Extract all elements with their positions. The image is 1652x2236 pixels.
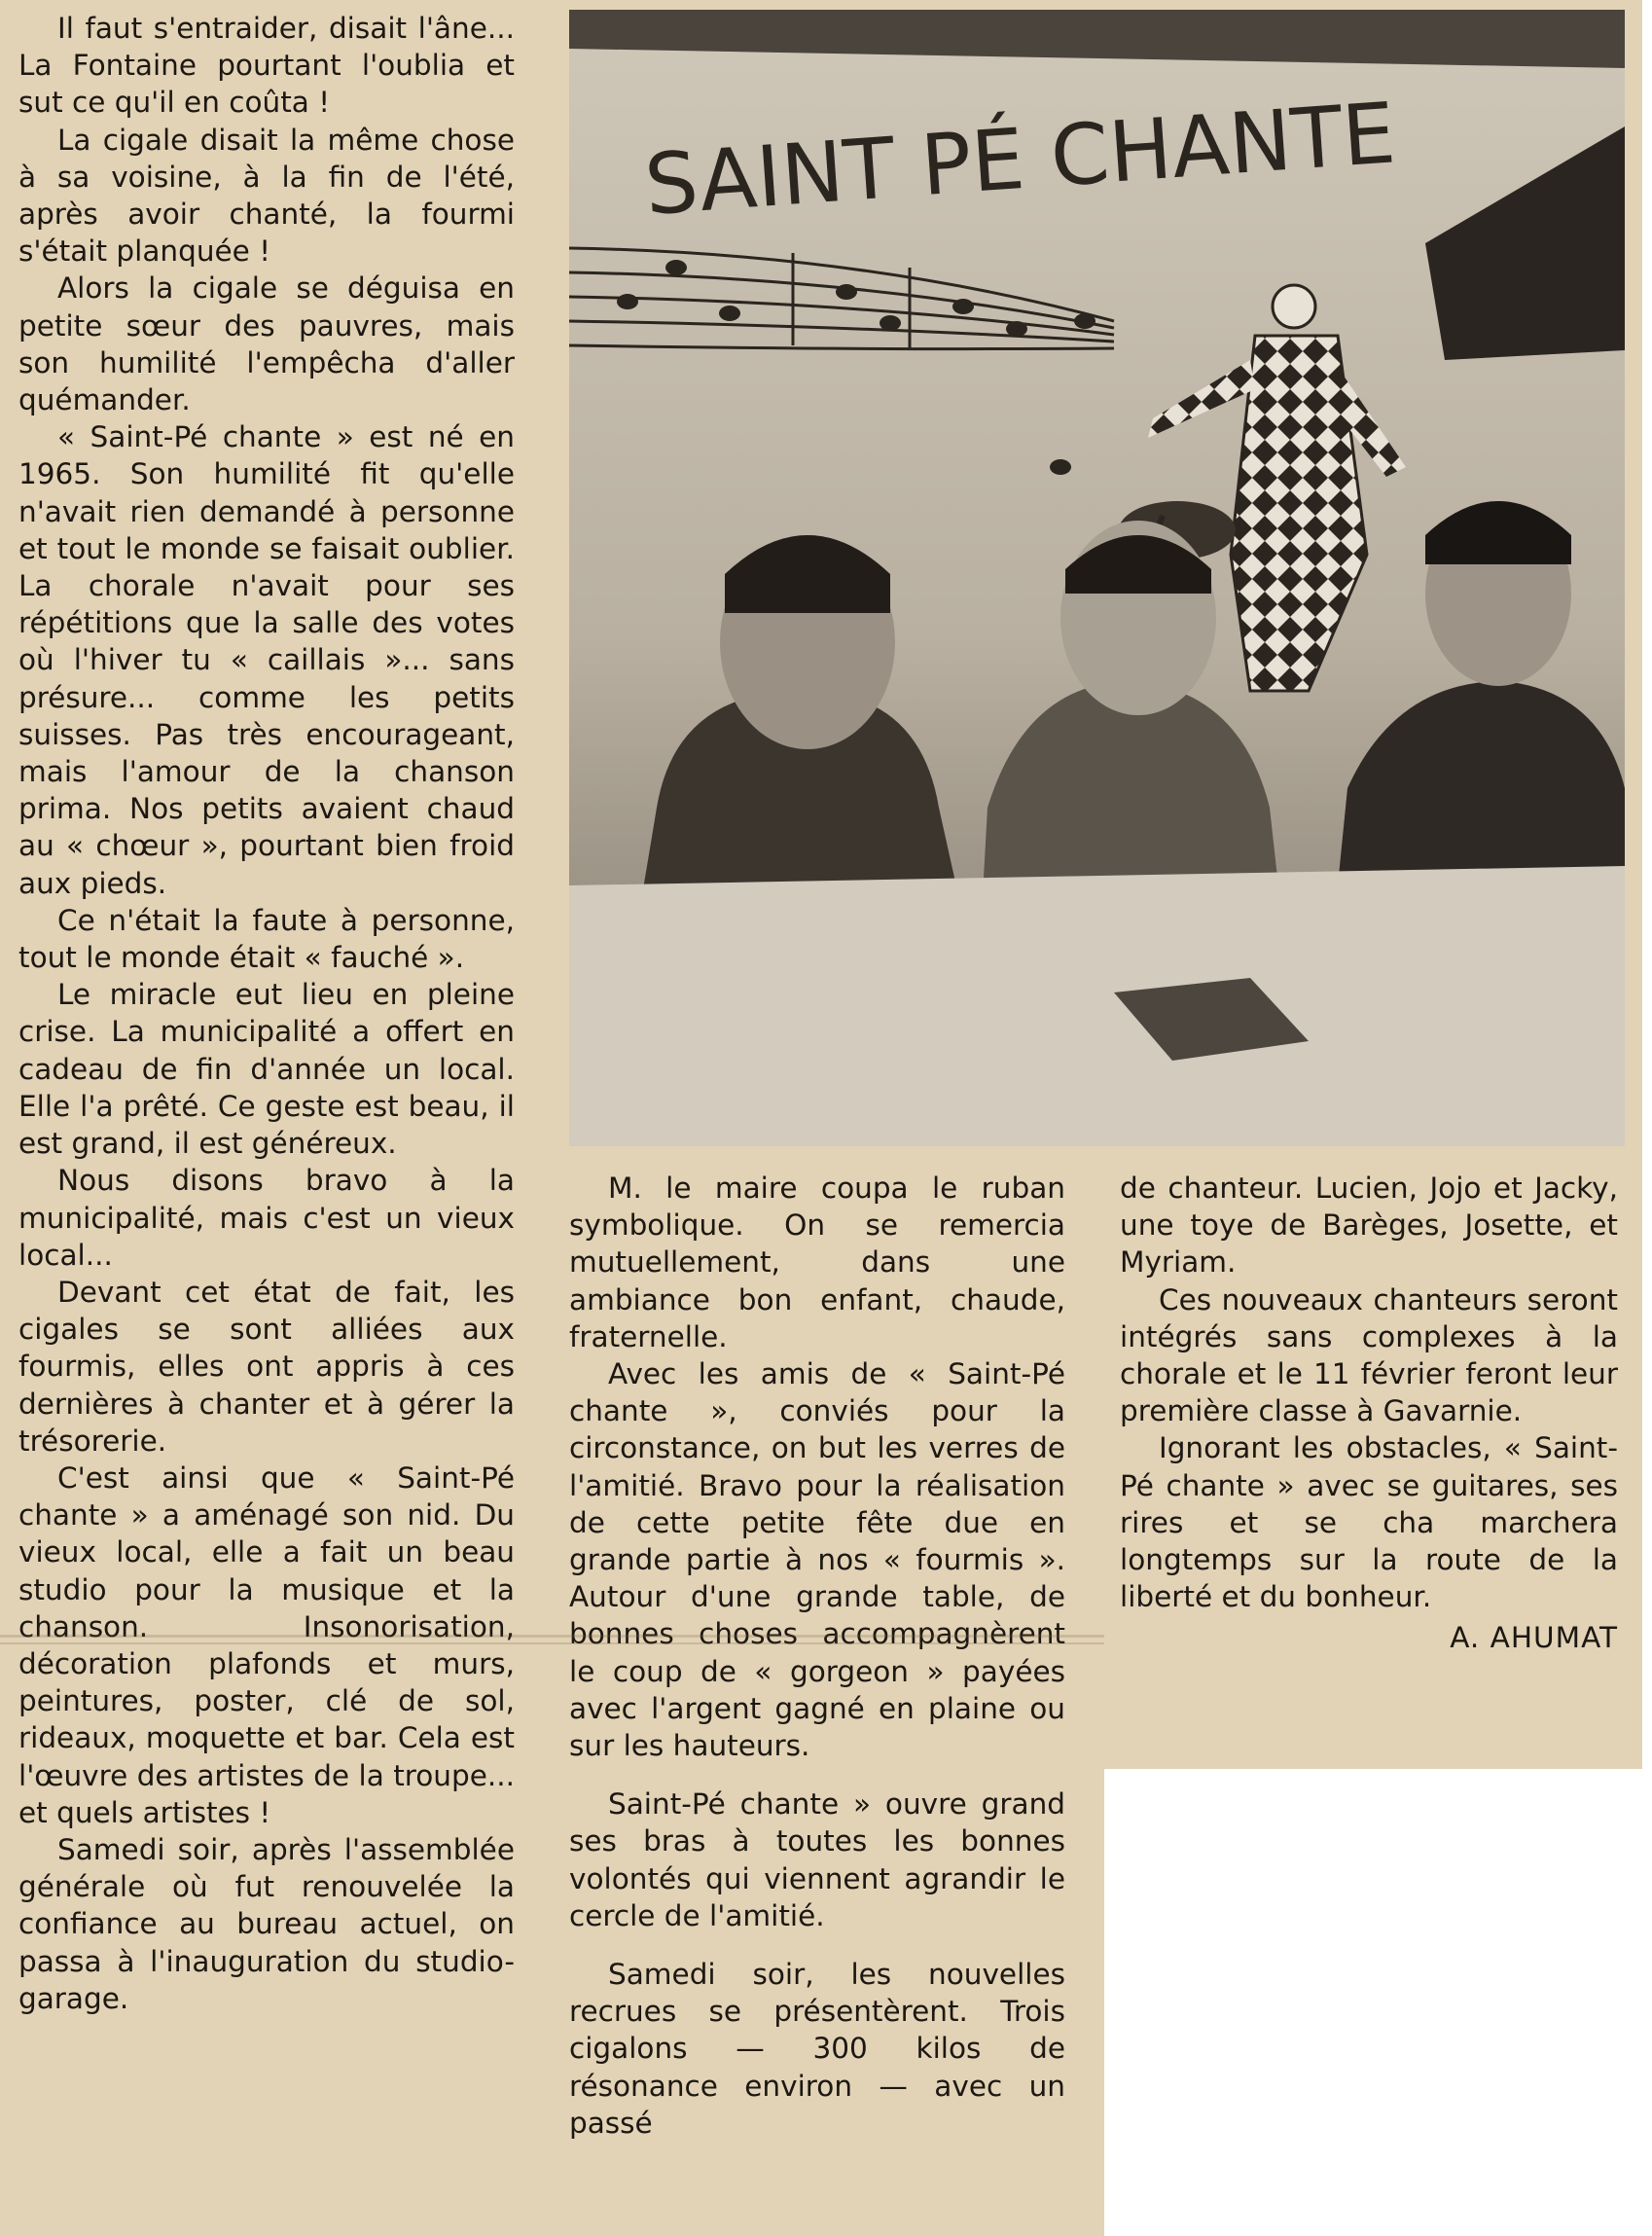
paragraph: Le miracle eut lieu en pleine crise. La municipalité a offert en cadeau de fin d'année un local. Elle l'a prêté. Ce geste est beau, il est grand, il est généreux. [18,978,515,1161]
chorale-photo [569,10,1625,1146]
paragraph: M. le maire coupa le ruban symbolique. On se remercia mutuellement, dans une ambiance bon enfant, chaude, fraternelle. [569,1172,1065,1353]
paragraph: Saint-Pé chante » ouvre grand ses bras à toutes les bonnes volontés qui viennent agrandir le cercle de l'amitié. [569,1787,1065,1932]
paragraph: Avec les amis de « Saint-Pé chante », conviés pour la circonstance, on but les verres de l'amitié. Bravo pour la réalisation de cette petite fête due en grande partie à nos « fourmis ». Autour d'une grande table, de bonnes choses accompagnèrent le coup de « gorgeon » payées avec l'argent gagné en plaine ou sur les hauteurs. [569,1357,1065,1763]
article-column-1 [18,10,515,2017]
paragraph: Ces nouveaux chanteurs seront intégrés sans complexes à la chorale et le 11 février feront leur première classe à Gavarnie. [1120,1282,1618,1428]
photo-illustration [569,10,1625,1146]
paragraph: « Saint-Pé chante » est né en 1965. Son humilité fit qu'elle n'avait rien demandé à personne et tout le monde se faisait oublier. La chorale n'avait pour ses répétitions que la salle des votes où l'hiver tu « caillais »... sans présure... comme les petits suisses. Pas très encourageant, mais l'amour de la chanson prima. Nos petits avaient chaud au « chœur », pourtant bien froid aux pieds. [18,420,515,900]
article-column-3 [1120,1170,1618,1657]
article-column-2 [569,1170,1065,2142]
paragraph: Samedi soir, après l'assemblée générale où fut renouvelée la confiance au bureau actuel, on passa à l'inauguration du studio-garage. [18,1832,515,2015]
paragraph: Alors la cigale se déguisa en petite sœur des pauvres, mais son humilité l'empêcha d'aller quémander. [18,271,515,417]
author-signature: A. AHUMAT [1450,1621,1618,1655]
blank-background [1104,1769,1652,2236]
wall-banner-text: SAINT PÉ CHANTE [641,85,1399,234]
paragraph: Nous disons bravo à la municipalité, mais c'est un vieux local... [18,1164,515,1272]
blank-edge [1642,0,1652,1769]
paragraph: C'est ainsi que « Saint-Pé chante » a aménagé son nid. Du vieux local, elle a fait un beau studio pour la musique et la chanson. Insonorisation, décoration plafonds et murs, peintures, poster, clé de sol, rideaux, moquette et bar. Cela est l'œuvre des artistes de la troupe... et quels artistes ! [18,1461,515,1829]
paragraph: Ignorant les obstacles, « Saint-Pé chante » avec se guitares, ses rires et se cha marchera longtemps sur la route de la liberté et du bonheur. [1120,1431,1618,1614]
table [569,866,1625,1146]
paragraph: Il faut s'entraider, disait l'âne... La Fontaine pourtant l'oublia et sut ce qu'il en coûta ! [18,12,515,120]
paper-crease [0,1635,1104,1638]
paragraph: La cigale disait la même chose à sa voisine, à la fin de l'été, après avoir chanté, la fourmi s'était planquée ! [18,123,515,269]
paper-crease [0,1642,1104,1644]
paragraph: de chanteur. Lucien, Jojo et Jacky, une toye de Barèges, Josette, et Myriam. [1120,1172,1618,1280]
paragraph: Ce n'était la faute à personne, tout le monde était « fauché ». [18,903,515,975]
paragraph: Devant cet état de fait, les cigales se sont alliées aux fourmis, elles ont appris à ces dernières à chanter et à gérer la trésorerie. [18,1275,515,1458]
paragraph: Samedi soir, les nouvelles recrues se présentèrent. Trois cigalons — 300 kilos de résonance environ — avec un passé [569,1958,1065,2140]
